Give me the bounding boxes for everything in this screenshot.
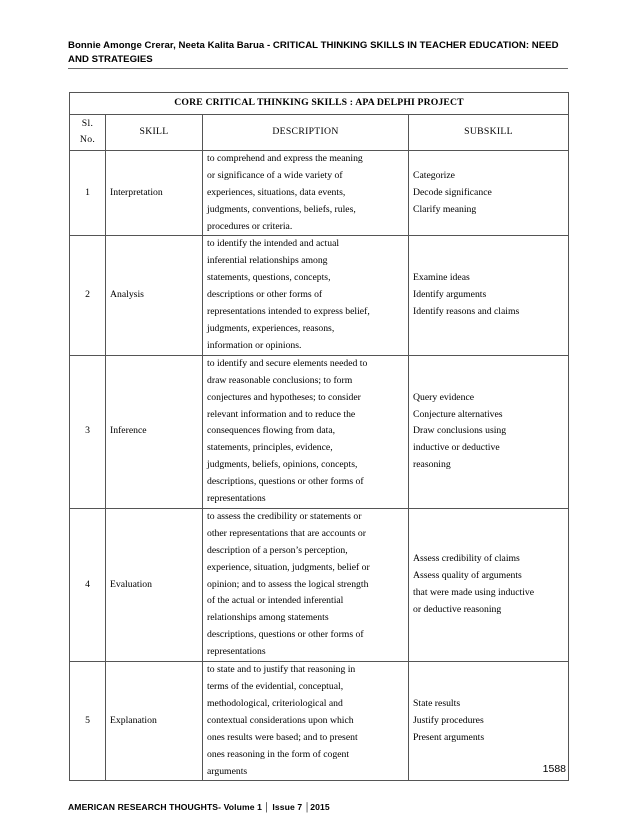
description-line: relationships among statements: [207, 612, 329, 624]
description-line: representations intended to express belief,: [207, 306, 370, 318]
description-line: description of a person’s perception,: [207, 544, 348, 556]
skill-name: Explanation: [106, 662, 203, 781]
description-line: other representations that are accounts or: [207, 527, 366, 539]
critical-thinking-skills-table: [69, 92, 569, 781]
subskill-item: Identify reasons and claims: [413, 306, 520, 318]
running-header-line-2: AND STRATEGIES: [68, 54, 153, 65]
page-number: 1588: [542, 763, 566, 775]
column-header-subskill: SUBSKILL: [409, 114, 569, 150]
description-line: terms of the evidential, conceptual,: [207, 681, 344, 692]
description-line: to assess the credibility or statements or: [207, 510, 362, 522]
description-line: descriptions, questions or other forms of: [207, 629, 364, 641]
description-line: procedures or criteria.: [207, 220, 293, 232]
description-line: inferential relationships among: [207, 255, 328, 267]
running-header: [68, 39, 568, 67]
table-title: CORE CRITICAL THINKING SKILLS : APA DELPHI PROJECT: [70, 93, 569, 115]
description-line: judgments, conventions, beliefs, rules,: [207, 203, 356, 215]
subskill-list: [409, 150, 569, 236]
subskill-item: Query evidence: [413, 391, 475, 403]
header-divider: [68, 68, 568, 69]
description-line: relevant information and to reduce the: [207, 408, 356, 420]
table-row: [70, 508, 569, 661]
row-number: 4: [70, 508, 106, 661]
description-line: experiences, situations, data events,: [207, 186, 346, 198]
description-line: to state and to justify that reasoning in: [207, 664, 356, 676]
skill-description: [203, 508, 409, 661]
column-header-sl-no: [70, 114, 106, 150]
row-number: 2: [70, 236, 106, 355]
table-row: [70, 150, 569, 236]
subskill-item: Decode significance: [413, 186, 492, 198]
skill-description: [203, 662, 409, 781]
description-line: methodological, criteriological and: [207, 697, 343, 709]
subskill-item: Identify arguments: [413, 289, 487, 301]
sl-header-line-1: Sl.: [81, 117, 94, 129]
subskill-list: [409, 236, 569, 355]
description-line: conjectures and hypotheses; to consider: [207, 391, 361, 403]
description-line: representations: [207, 493, 266, 505]
sl-header-line-2: No.: [79, 134, 96, 146]
description-line: to identify and secure elements needed to: [207, 357, 368, 369]
table-header-row: [70, 114, 569, 150]
skill-name: Evaluation: [106, 508, 203, 661]
description-line: consequences flowing from data,: [207, 425, 336, 437]
row-number: 1: [70, 150, 106, 236]
table-row: [70, 236, 569, 355]
skill-name: Inference: [106, 355, 203, 508]
description-line: of the actual or intended inferential: [207, 595, 344, 607]
description-line: ones reasoning in the form of cogent: [207, 748, 350, 760]
subskill-item: Justify procedures: [413, 714, 484, 726]
description-line: statements, questions, concepts,: [207, 272, 331, 284]
subskill-item: Conjecture alternatives: [413, 408, 503, 420]
subskill-item: State results: [413, 697, 461, 709]
description-line: draw reasonable conclusions; to form: [207, 374, 353, 386]
description-line: to identify the intended and actual: [207, 238, 340, 250]
column-header-skill: SKILL: [106, 114, 203, 150]
description-line: descriptions, questions or other forms of: [207, 476, 364, 488]
subskill-item: Categorize: [413, 169, 455, 181]
subskill-item: reasoning: [413, 459, 451, 471]
skill-description: [203, 236, 409, 355]
description-line: representations: [207, 646, 266, 658]
description-line: to comprehend and express the meaning: [207, 152, 363, 164]
subskill-item: Examine ideas: [413, 272, 470, 284]
subskill-item: Draw conclusions using: [413, 425, 507, 437]
table-row: [70, 662, 569, 781]
journal-footer: AMERICAN RESEARCH THOUGHTS- Volume 1 │ Issue 7 │2015: [68, 802, 330, 812]
description-line: judgments, experiences, reasons,: [207, 322, 335, 334]
skill-description: [203, 150, 409, 236]
description-line: or significance of a wide variety of: [207, 169, 343, 181]
row-number: 3: [70, 355, 106, 508]
description-line: experience, situation, judgments, belief or: [207, 561, 370, 573]
description-line: contextual considerations upon which: [207, 714, 354, 726]
subskill-item: inductive or deductive: [413, 442, 500, 454]
subskill-item: Clarify meaning: [413, 203, 477, 215]
skill-name: Analysis: [106, 236, 203, 355]
description-line: descriptions or other forms of: [207, 289, 323, 301]
subskill-list: [409, 508, 569, 661]
table-title-row: [70, 93, 569, 115]
subskill-item: Assess quality of arguments: [413, 570, 522, 582]
subskill-item: Present arguments: [413, 731, 485, 743]
subskill-item: or deductive reasoning: [413, 603, 502, 615]
subskill-item: that were made using inductive: [413, 587, 535, 599]
subskill-list: [409, 355, 569, 508]
description-line: arguments: [207, 765, 248, 777]
column-header-description: DESCRIPTION: [203, 114, 409, 150]
skill-name: Interpretation: [106, 150, 203, 236]
running-header-line-1: Bonnie Amonge Crerar, Neeta Kalita Barua - CRITICAL THINKING SKILLS IN TEACHER EDUCATION: NEED: [68, 40, 559, 51]
description-line: information or opinions.: [207, 339, 302, 351]
description-line: statements, principles, evidence,: [207, 442, 333, 454]
subskill-item: Assess credibility of claims: [413, 553, 520, 565]
table-row: [70, 355, 569, 508]
description-line: judgments, beliefs, opinions, concepts,: [207, 459, 358, 471]
row-number: 5: [70, 662, 106, 781]
skill-description: [203, 355, 409, 508]
description-line: ones results were based; and to present: [207, 731, 358, 743]
description-line: opinion; and to assess the logical strength: [207, 578, 369, 590]
